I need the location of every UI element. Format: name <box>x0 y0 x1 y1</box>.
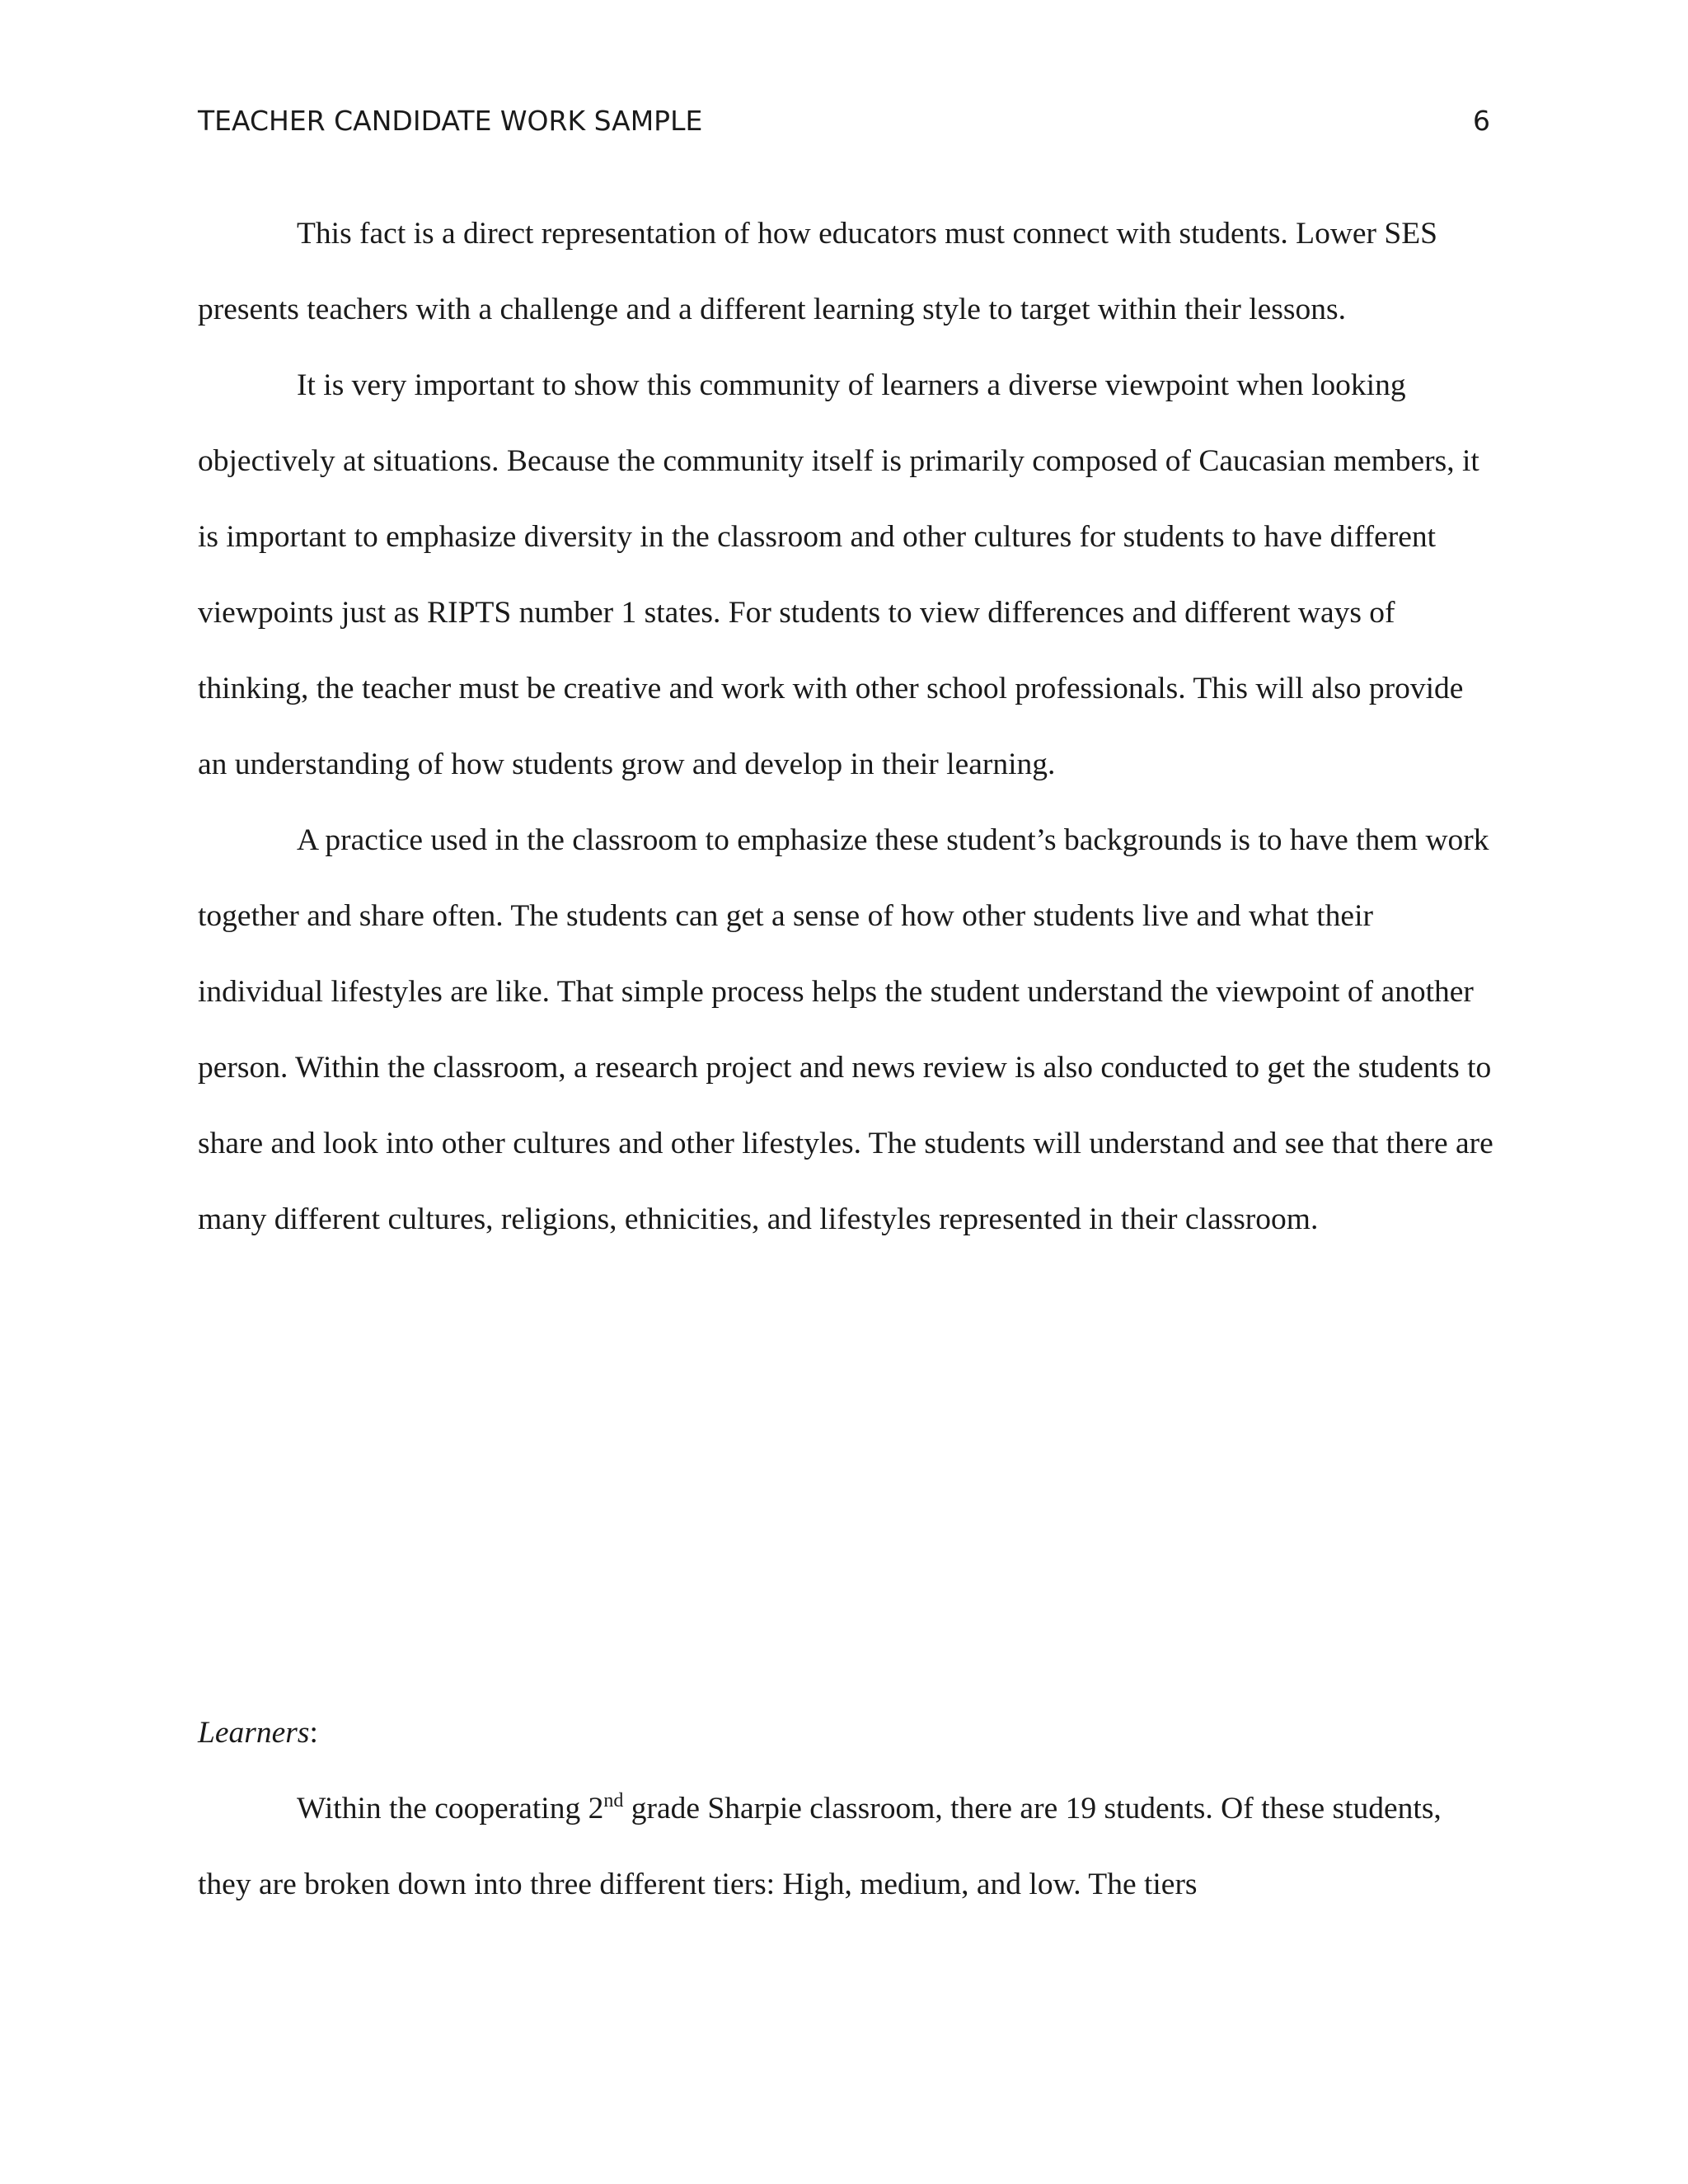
ordinal-superscript: nd <box>603 1790 624 1811</box>
page-number: 6 <box>1473 105 1490 137</box>
body-text <box>198 196 1500 1258</box>
paragraph-classroom-practice: A practice used in the classroom to emphasize these student’s backgrounds is to have them work together and share often. The students can get a sense of how other students live and what their individual lifestyles are like. That simple process helps the student understand the viewpoint of another person. Within the classroom, a research project and news review is also conducted to get the students to share and look into other cultures and other lifestyles. The students will understand and see that there are many different cultures, religions, ethnicities, and lifestyles represented in their classroom. <box>198 823 1493 1236</box>
paragraph-learners <box>198 1771 1500 1923</box>
running-head <box>198 101 1490 142</box>
learners-text <box>198 1771 1500 1923</box>
learners-text-start: Within the cooperating 2 <box>297 1792 604 1825</box>
section-heading-learners <box>198 1695 318 1771</box>
learners-text-rest: grade Sharpie classroom, there are 19 students. Of these students, they are broken down into three different tiers: High, medium, and low. The tiers <box>198 1792 1442 1901</box>
section-heading-colon: : <box>309 1716 318 1750</box>
paragraph-ses: This fact is a direct representation of how educators must connect with students. Lower SES presents teachers with a challenge and a different learning style to target within their lessons. <box>198 217 1438 326</box>
paragraph-diversity: It is very important to show this community of learners a diverse viewpoint when looking objectively at situations. Because the community itself is primarily composed of Caucasian members, it is important to emphasize diversity in the classroom and other cultures for students to have different viewpoints just as RIPTS number 1 states. For students to view differences and different ways of thinking, the teacher must be creative and work with other school professionals. This will also provide an understanding of how students grow and develop in their learning. <box>198 368 1479 781</box>
running-head-title: TEACHER CANDIDATE WORK SAMPLE <box>198 105 703 137</box>
section-heading-text: Learners <box>198 1716 310 1750</box>
